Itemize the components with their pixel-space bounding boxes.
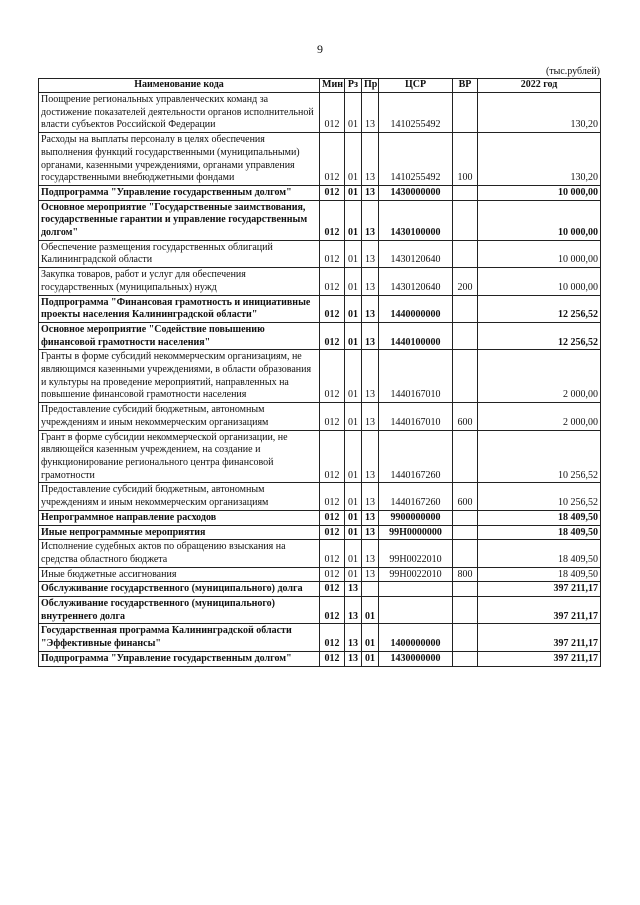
row-pr-cell: 01	[362, 624, 379, 651]
row-rz-cell: 13	[345, 651, 362, 666]
row-name-cell: Подпрограмма "Финансовая грамотность и инициативные проекты населения Калининградской области"	[39, 295, 320, 322]
row-name-cell: Обеспечение размещения государственных облигаций Калининградской области	[39, 240, 320, 267]
row-csr-cell: 1440167010	[379, 350, 453, 403]
table-row	[39, 483, 601, 510]
row-vr-cell	[453, 200, 478, 240]
table-row	[39, 295, 601, 322]
row-rz-cell: 01	[345, 430, 362, 483]
row-rz-cell: 01	[345, 93, 362, 133]
row-min-cell: 012	[320, 582, 345, 597]
row-min-cell: 012	[320, 295, 345, 322]
row-csr-cell: 1410255492	[379, 93, 453, 133]
table-row	[39, 185, 601, 200]
row-min-cell: 012	[320, 322, 345, 349]
row-vr-cell: 100	[453, 133, 478, 186]
table-body	[39, 93, 601, 667]
row-name-cell: Подпрограмма "Управление государственным долгом"	[39, 185, 320, 200]
row-sum-cell: 18 409,50	[478, 510, 601, 525]
header-csr: ЦСР	[379, 79, 453, 93]
row-vr-cell	[453, 185, 478, 200]
row-vr-cell	[453, 430, 478, 483]
row-pr-cell: 13	[362, 133, 379, 186]
row-rz-cell: 01	[345, 200, 362, 240]
row-vr-cell	[453, 540, 478, 567]
row-csr-cell: 1430120640	[379, 240, 453, 267]
row-csr-cell: 1440100000	[379, 322, 453, 349]
row-vr-cell	[453, 597, 478, 624]
row-pr-cell: 13	[362, 322, 379, 349]
row-sum-cell: 397 211,17	[478, 651, 601, 666]
row-name-cell: Грант в форме субсидии некоммерческой организации, не являющейся казенным учреждением, на создание и функционирование регионального центра финансовой грамотности	[39, 430, 320, 483]
row-vr-cell: 800	[453, 567, 478, 582]
row-csr-cell: 99Н0022010	[379, 540, 453, 567]
row-pr-cell: 13	[362, 430, 379, 483]
row-sum-cell: 10 000,00	[478, 200, 601, 240]
row-pr-cell: 13	[362, 540, 379, 567]
row-pr-cell: 13	[362, 350, 379, 403]
row-sum-cell: 10 256,52	[478, 483, 601, 510]
row-min-cell: 012	[320, 350, 345, 403]
row-vr-cell	[453, 624, 478, 651]
row-name-cell: Обслуживание государственного (муниципального) внутреннего долга	[39, 597, 320, 624]
row-csr-cell: 99Н0022010	[379, 567, 453, 582]
row-pr-cell: 13	[362, 93, 379, 133]
row-rz-cell: 01	[345, 185, 362, 200]
row-pr-cell: 01	[362, 597, 379, 624]
row-sum-cell: 10 000,00	[478, 268, 601, 295]
row-csr-cell: 1440167260	[379, 483, 453, 510]
row-min-cell: 012	[320, 403, 345, 430]
row-rz-cell: 01	[345, 240, 362, 267]
row-name-cell: Непрограммное направление расходов	[39, 510, 320, 525]
row-min-cell: 012	[320, 185, 345, 200]
row-csr-cell: 1440000000	[379, 295, 453, 322]
row-pr-cell	[362, 582, 379, 597]
row-pr-cell: 13	[362, 295, 379, 322]
row-min-cell: 012	[320, 567, 345, 582]
row-name-cell: Исполнение судебных актов по обращению взыскания на средства областного бюджета	[39, 540, 320, 567]
row-rz-cell: 01	[345, 483, 362, 510]
row-min-cell: 012	[320, 525, 345, 540]
table-row	[39, 200, 601, 240]
row-name-cell: Основное мероприятие "Содействие повышению финансовой грамотности населения"	[39, 322, 320, 349]
table-row	[39, 582, 601, 597]
row-name-cell: Расходы на выплаты персоналу в целях обеспечения выполнения функций государственными (муниципальными) органами, казенными учреждениями, органами управления государственными внебюджетными фондами	[39, 133, 320, 186]
row-sum-cell: 2 000,00	[478, 350, 601, 403]
row-rz-cell: 01	[345, 403, 362, 430]
row-pr-cell: 13	[362, 268, 379, 295]
row-min-cell: 012	[320, 200, 345, 240]
row-sum-cell: 10 256,52	[478, 430, 601, 483]
row-min-cell: 012	[320, 133, 345, 186]
row-csr-cell: 1440167010	[379, 403, 453, 430]
row-vr-cell	[453, 322, 478, 349]
table-header-row	[39, 79, 601, 93]
row-sum-cell: 397 211,17	[478, 597, 601, 624]
table-row	[39, 540, 601, 567]
header-sum: 2022 год	[478, 79, 601, 93]
table-row	[39, 93, 601, 133]
row-vr-cell: 600	[453, 403, 478, 430]
header-vr: ВР	[453, 79, 478, 93]
table-row	[39, 322, 601, 349]
row-min-cell: 012	[320, 430, 345, 483]
row-vr-cell	[453, 295, 478, 322]
row-csr-cell: 99Н0000000	[379, 525, 453, 540]
row-rz-cell: 01	[345, 540, 362, 567]
row-vr-cell	[453, 510, 478, 525]
row-name-cell: Основное мероприятие "Государственные заимствования, государственные гарантии и управление государственным долгом"	[39, 200, 320, 240]
row-rz-cell: 01	[345, 510, 362, 525]
row-name-cell: Обслуживание государственного (муниципального) долга	[39, 582, 320, 597]
row-pr-cell: 13	[362, 567, 379, 582]
table-row	[39, 525, 601, 540]
table-row	[39, 403, 601, 430]
row-rz-cell: 01	[345, 133, 362, 186]
row-sum-cell: 10 000,00	[478, 185, 601, 200]
row-vr-cell	[453, 350, 478, 403]
row-pr-cell: 13	[362, 525, 379, 540]
row-pr-cell: 01	[362, 651, 379, 666]
row-csr-cell: 1410255492	[379, 133, 453, 186]
row-sum-cell: 130,20	[478, 93, 601, 133]
header-name: Наименование кода	[39, 79, 320, 93]
row-csr-cell: 1430000000	[379, 185, 453, 200]
row-name-cell: Закупка товаров, работ и услуг для обеспечения государственных (муниципальных) нужд	[39, 268, 320, 295]
row-name-cell: Иные бюджетные ассигнования	[39, 567, 320, 582]
row-vr-cell	[453, 525, 478, 540]
row-vr-cell	[453, 240, 478, 267]
row-min-cell: 012	[320, 510, 345, 525]
row-name-cell: Предоставление субсидий бюджетным, автономным учреждениям и иным некоммерческим организациям	[39, 403, 320, 430]
row-rz-cell: 01	[345, 350, 362, 403]
row-sum-cell: 130,20	[478, 133, 601, 186]
budget-table	[38, 78, 601, 667]
header-min: Мин	[320, 79, 345, 93]
row-min-cell: 012	[320, 483, 345, 510]
table-row	[39, 268, 601, 295]
row-csr-cell	[379, 582, 453, 597]
row-csr-cell: 1400000000	[379, 624, 453, 651]
row-pr-cell: 13	[362, 483, 379, 510]
row-vr-cell	[453, 651, 478, 666]
header-rz: Рз	[345, 79, 362, 93]
row-csr-cell: 1440167260	[379, 430, 453, 483]
table-row	[39, 133, 601, 186]
row-pr-cell: 13	[362, 185, 379, 200]
row-sum-cell: 10 000,00	[478, 240, 601, 267]
row-name-cell: Государственная программа Калининградской области "Эффективные финансы"	[39, 624, 320, 651]
table-row	[39, 597, 601, 624]
row-min-cell: 012	[320, 651, 345, 666]
table-row	[39, 430, 601, 483]
row-vr-cell	[453, 582, 478, 597]
row-csr-cell	[379, 597, 453, 624]
row-name-cell: Поощрение региональных управленческих команд за достижение показателей деятельности органов исполнительной власти субъектов Российской Федерации	[39, 93, 320, 133]
row-rz-cell: 13	[345, 597, 362, 624]
row-rz-cell: 01	[345, 295, 362, 322]
row-rz-cell: 01	[345, 567, 362, 582]
row-vr-cell: 600	[453, 483, 478, 510]
row-min-cell: 012	[320, 268, 345, 295]
row-pr-cell: 13	[362, 510, 379, 525]
table-row	[39, 624, 601, 651]
row-rz-cell: 13	[345, 624, 362, 651]
page-number: 9	[317, 42, 323, 56]
row-min-cell: 012	[320, 240, 345, 267]
row-rz-cell: 01	[345, 268, 362, 295]
row-name-cell: Подпрограмма "Управление государственным долгом"	[39, 651, 320, 666]
row-rz-cell: 13	[345, 582, 362, 597]
row-csr-cell: 9900000000	[379, 510, 453, 525]
row-sum-cell: 2 000,00	[478, 403, 601, 430]
row-sum-cell: 397 211,17	[478, 624, 601, 651]
row-pr-cell: 13	[362, 403, 379, 430]
table-row	[39, 567, 601, 582]
row-min-cell: 012	[320, 597, 345, 624]
row-pr-cell: 13	[362, 200, 379, 240]
row-name-cell: Гранты в форме субсидий некоммерческим организациям, не являющимся казенными учреждениями, в области образования и культуры на проведение мероприятий, направленных на повышение финансовой грамотности населения	[39, 350, 320, 403]
table-row	[39, 240, 601, 267]
table-row	[39, 651, 601, 666]
row-csr-cell: 1430000000	[379, 651, 453, 666]
row-sum-cell: 12 256,52	[478, 322, 601, 349]
row-name-cell: Предоставление субсидий бюджетным, автономным учреждениям и иным некоммерческим организациям	[39, 483, 320, 510]
row-pr-cell: 13	[362, 240, 379, 267]
row-name-cell: Иные непрограммные мероприятия	[39, 525, 320, 540]
header-pr: Пр	[362, 79, 379, 93]
row-sum-cell: 18 409,50	[478, 567, 601, 582]
row-csr-cell: 1430100000	[379, 200, 453, 240]
row-rz-cell: 01	[345, 525, 362, 540]
row-sum-cell: 397 211,17	[478, 582, 601, 597]
row-sum-cell: 12 256,52	[478, 295, 601, 322]
row-vr-cell	[453, 93, 478, 133]
row-vr-cell: 200	[453, 268, 478, 295]
row-csr-cell: 1430120640	[379, 268, 453, 295]
row-min-cell: 012	[320, 624, 345, 651]
table-row	[39, 350, 601, 403]
units-note: (тыс.рублей)	[545, 66, 600, 77]
row-min-cell: 012	[320, 540, 345, 567]
row-sum-cell: 18 409,50	[478, 525, 601, 540]
row-min-cell: 012	[320, 93, 345, 133]
row-sum-cell: 18 409,50	[478, 540, 601, 567]
table-row	[39, 510, 601, 525]
row-rz-cell: 01	[345, 322, 362, 349]
